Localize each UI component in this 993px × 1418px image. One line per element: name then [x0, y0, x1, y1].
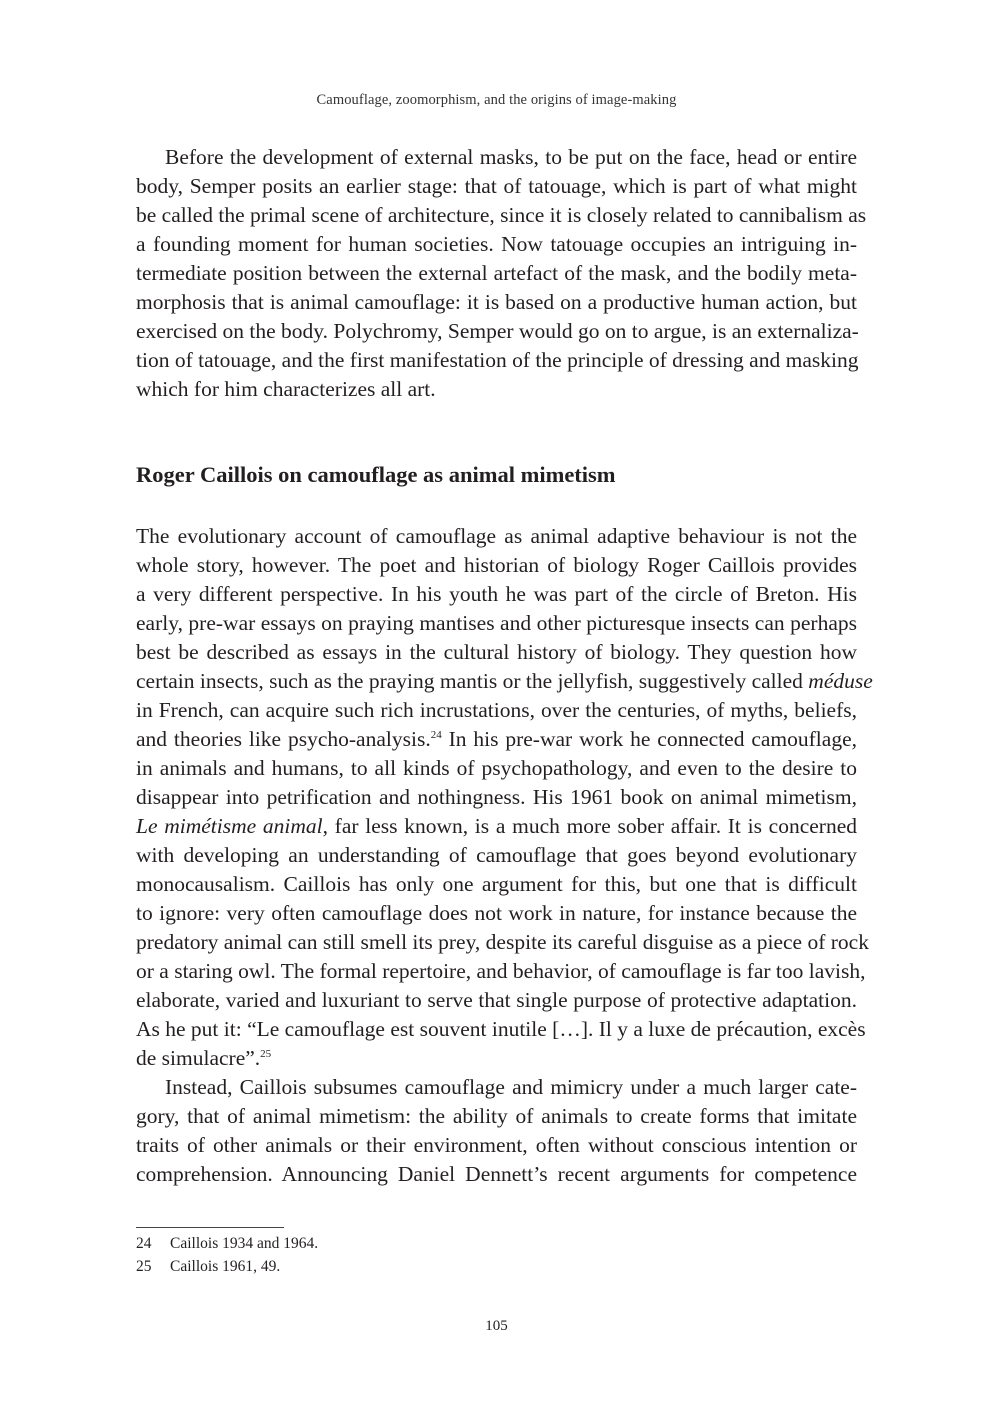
text-line: predatory animal can still smell its prey, despite its careful disguise as a piece of rock — [136, 930, 869, 954]
text-span: de simulacre”. — [136, 1046, 261, 1070]
text-line: or a staring owl. The formal repertoire, and behavior, of camouflage is far too lavish, — [136, 959, 866, 983]
text-line: be called the primal scene of architecture, since it is closely related to cannibalism as — [136, 203, 867, 227]
text-line: As he put it: “Le camouflage est souvent inutile […]. Il y a luxe de précaution, excès — [136, 1017, 866, 1041]
page-number: 105 — [485, 1318, 508, 1334]
text-line: monocausalism. Caillois has only one argument for this, but one that is difficult — [136, 872, 857, 896]
footnote-separator — [136, 1227, 284, 1228]
text-line: tion of tatouage, and the first manifestation of the principle of dressing and masking — [136, 348, 859, 372]
text-span: , far less known, is a much more sober affair. It is concerned — [322, 814, 857, 838]
text-line: with developing an understanding of camouflage that goes beyond evolutionary — [136, 843, 857, 867]
text-line: a founding moment for human societies. Now tatouage occupies an intriguing in- — [136, 232, 857, 256]
text-line: morphosis that is animal camouflage: it is based on a productive human action, but — [136, 290, 857, 314]
text-line: termediate position between the external artefact of the mask, and the bodily meta- — [136, 261, 857, 285]
text-line: body, Semper posits an earlier stage: that of tatouage, which is part of what might — [136, 174, 857, 198]
text-span: certain insects, such as the praying mantis or the jellyfish, suggestively called — [136, 669, 809, 693]
italic-book-title: Le mimétisme animal — [136, 814, 323, 838]
text-line: whole story, however. The poet and historian of biology Roger Caillois provides — [136, 553, 857, 577]
text-line: which for him characterizes all art. — [136, 377, 436, 401]
text-line: to ignore: very often camouflage does not work in nature, for instance because the — [136, 901, 857, 925]
text-line: traits of other animals or their environment, often without conscious intention or — [136, 1133, 857, 1157]
text-line: disappear into petrification and nothingness. His 1961 book on animal mimetism, — [136, 785, 857, 809]
footnote-ref-24[interactable]: 24 — [430, 729, 442, 741]
text-line: in animals and humans, to all kinds of psychopathology, and even to the desire to — [136, 756, 857, 780]
text-line: a very different perspective. In his youth he was part of the circle of Breton. His — [136, 582, 857, 606]
text-line: Before the development of external masks, to be put on the face, head or entire — [165, 145, 857, 169]
text-line — [136, 1044, 857, 1073]
text-line: gory, that of animal mimetism: the ability of animals to create forms that imitate — [136, 1104, 857, 1128]
footnote-24 — [136, 1235, 318, 1253]
text-line — [136, 812, 857, 841]
text-span: In his pre-war work he connected camouflage, — [441, 727, 857, 751]
footnote-ref-25[interactable]: 25 — [260, 1048, 272, 1060]
footnote-text: Caillois 1961, 49. — [170, 1258, 281, 1275]
italic-term-meduse: méduse — [808, 669, 873, 693]
footnote-number: 25 — [136, 1258, 152, 1275]
footnote-text: Caillois 1934 and 1964. — [170, 1235, 319, 1252]
text-line: comprehension. Announcing Daniel Dennett’s recent arguments for competence — [136, 1162, 857, 1186]
text-span: and theories like psycho-analysis. — [136, 727, 431, 751]
section-heading: Roger Caillois on camouflage as animal mimetism — [136, 462, 616, 487]
text-line: Instead, Caillois subsumes camouflage and mimicry under a much larger cate- — [165, 1075, 857, 1099]
text-line: The evolutionary account of camouflage as animal adaptive behaviour is not the — [136, 524, 857, 548]
text-line — [136, 725, 857, 754]
text-line: in French, can acquire such rich incrustations, over the centuries, of myths, beliefs, — [136, 698, 857, 722]
text-line: exercised on the body. Polychromy, Semper would go on to argue, is an externaliza- — [136, 319, 859, 343]
text-line: early, pre-war essays on praying mantises and other picturesque insects can perhaps — [136, 611, 857, 635]
text-line — [136, 667, 873, 696]
running-head: Camouflage, zoomorphism, and the origins of image-making — [316, 92, 677, 108]
footnote-number: 24 — [136, 1235, 152, 1252]
footnote-25 — [136, 1258, 280, 1276]
text-line: best be described as essays in the cultural history of biology. They question how — [136, 640, 857, 664]
text-line: elaborate, varied and luxuriant to serve that single purpose of protective adaptation. — [136, 988, 857, 1012]
